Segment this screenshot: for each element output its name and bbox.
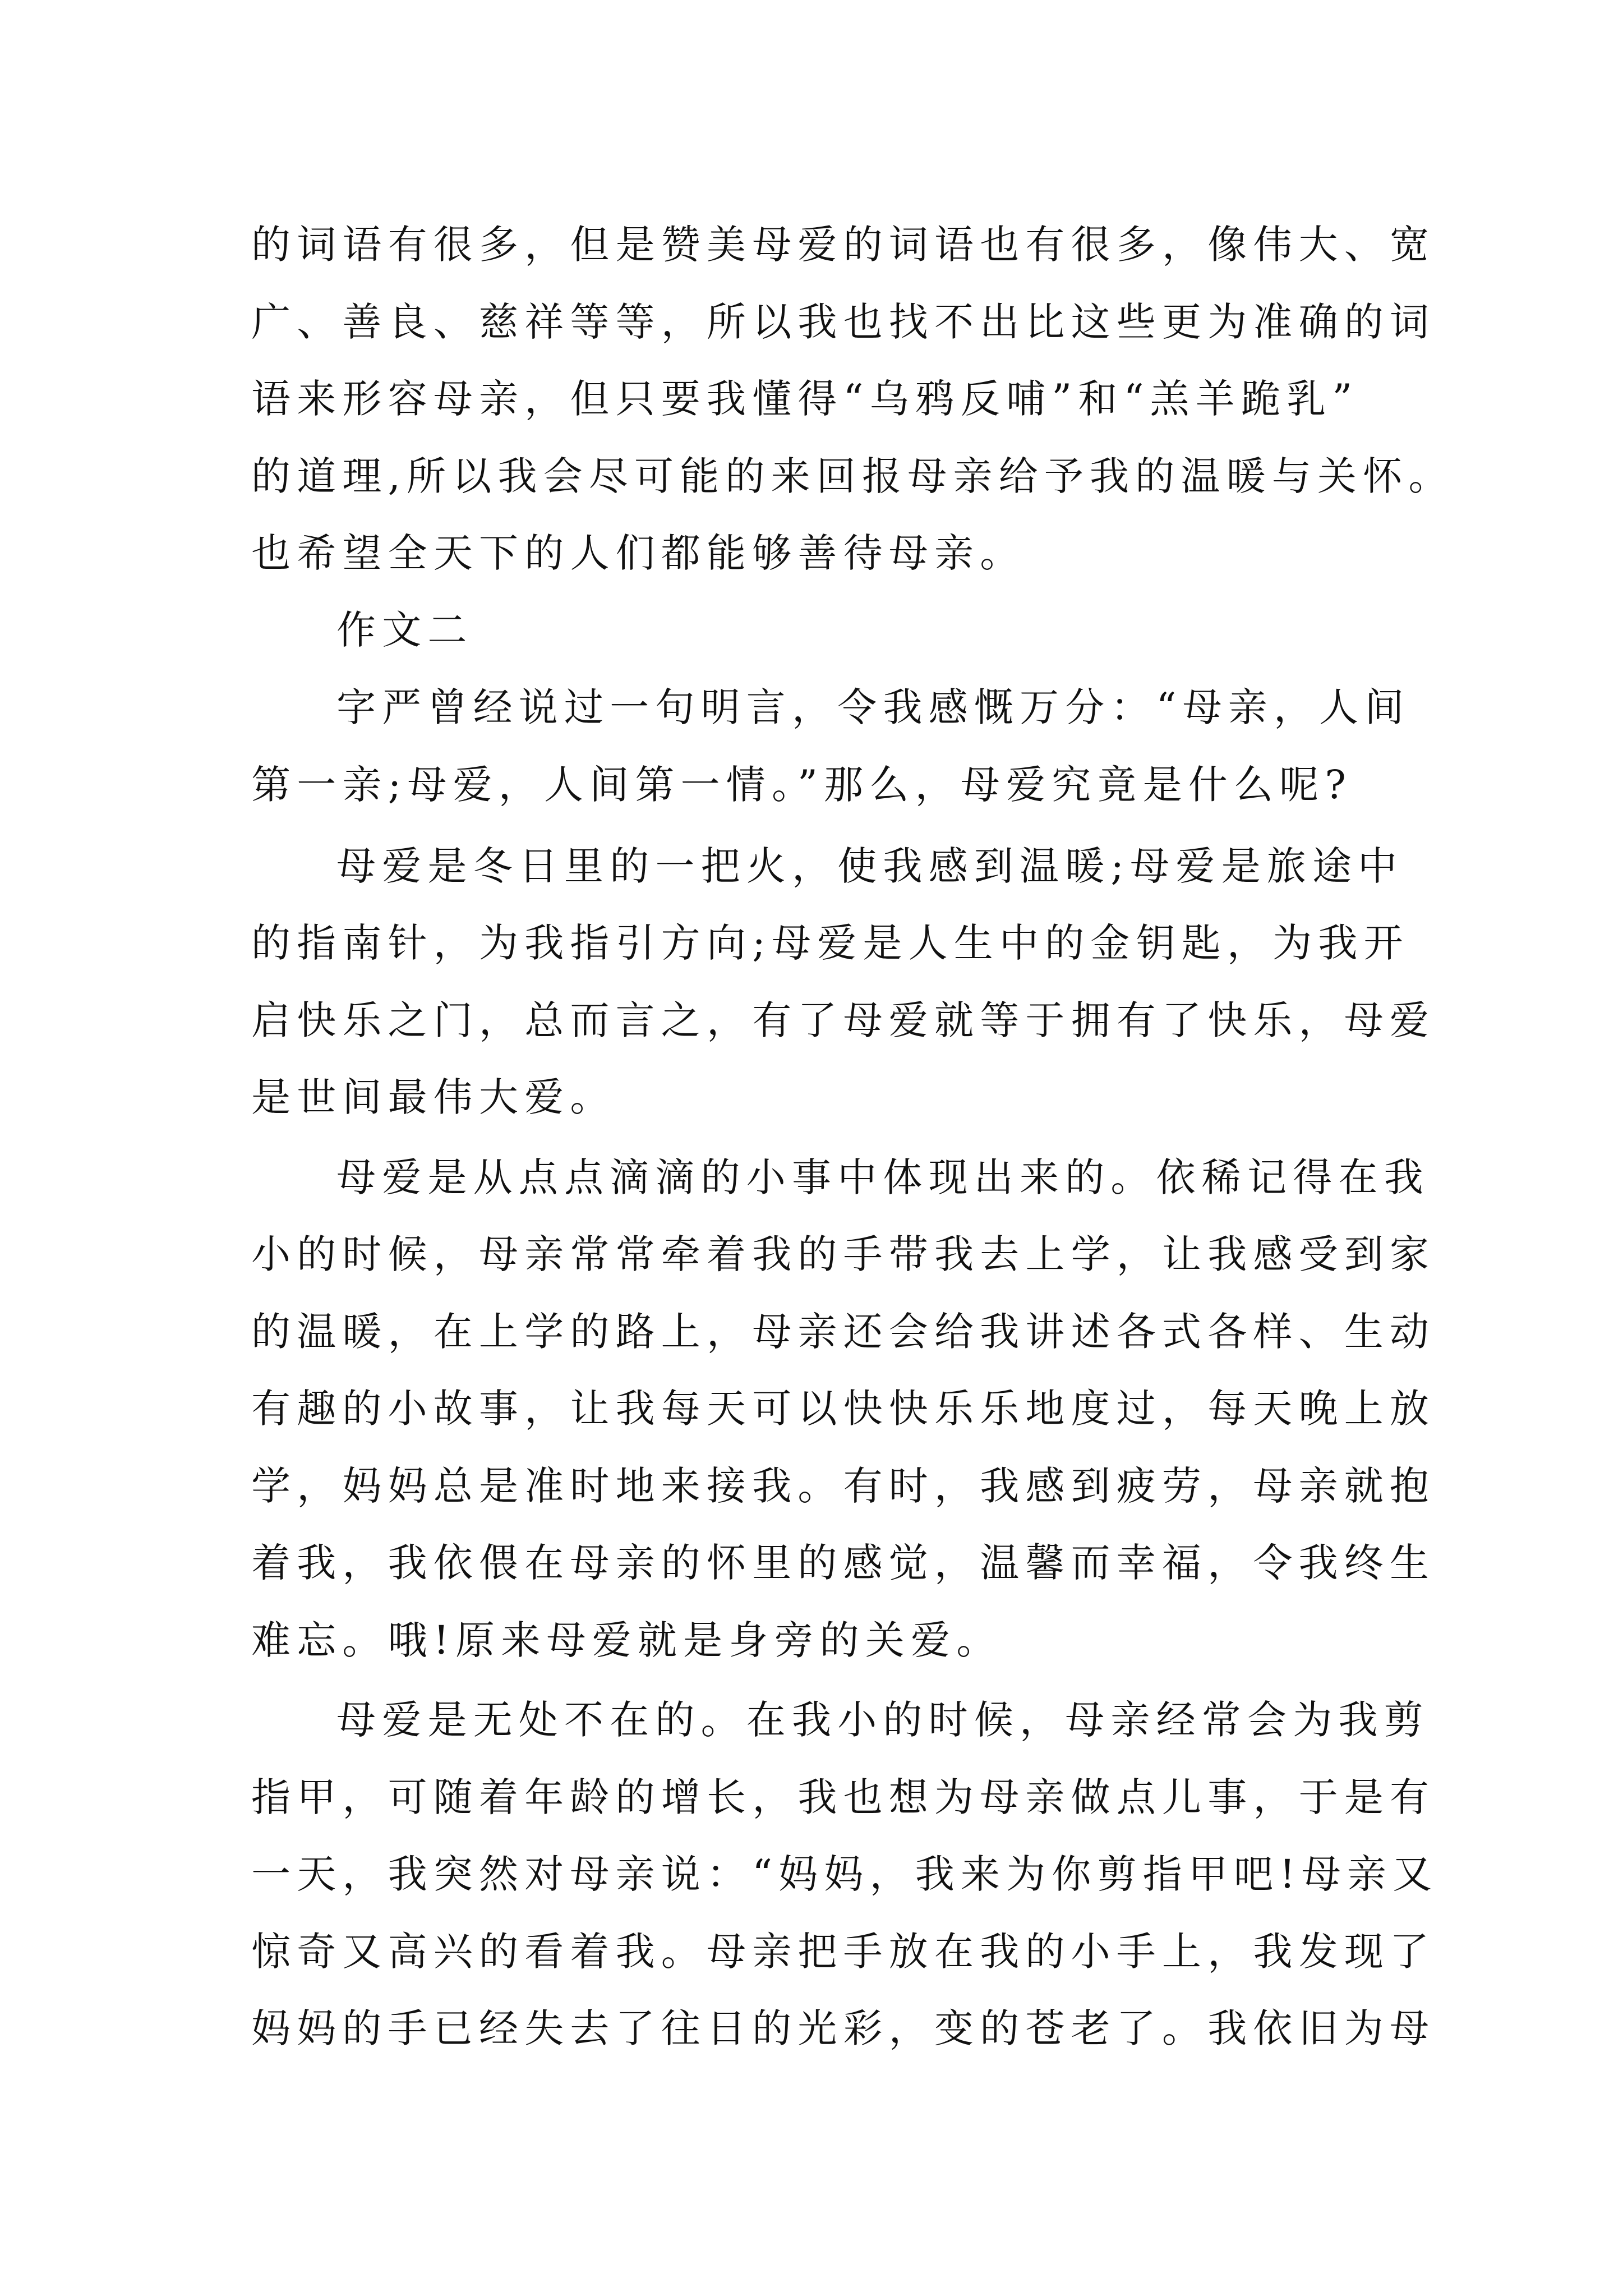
paragraph-start-line: 母爱是无处不在的。在我小的时候，母亲经常会为我剪 (336, 1697, 1430, 1743)
text-line: 惊奇又高兴的看着我。母亲把手放在我的小手上，我发现了 (251, 1929, 1436, 1975)
text-line: 的指南针，为我指引方向;母爱是人生中的金钥匙，为我开 (251, 920, 1409, 966)
text-line: 的词语有很多，但是赞美母爱的词语也有很多，像伟大、宽 (251, 222, 1436, 268)
text-line: 一天，我突然对母亲说：“妈妈，我来为你剪指甲吧!母亲又 (251, 1851, 1438, 1897)
text-line: 的道理,所以我会尽可能的来回报母亲给予我的温暖与关怀。 (251, 453, 1454, 499)
text-line: 小的时候，母亲常常牵着我的手带我去上学，让我感受到家 (251, 1231, 1436, 1277)
text-line: 着我，我依偎在母亲的怀里的感觉，温馨而幸福，令我终生 (251, 1540, 1436, 1586)
text-line: 学，妈妈总是准时地来接我。有时，我感到疲劳，母亲就抱 (251, 1463, 1436, 1509)
text-line: 是世间最伟大爱。 (251, 1074, 616, 1120)
text-line: 也希望全天下的人们都能够善待母亲。 (251, 530, 1026, 576)
paragraph-start-line: 母爱是从点点滴滴的小事中体现出来的。依稀记得在我 (336, 1154, 1430, 1200)
paragraph-start-line: 母爱是冬日里的一把火，使我感到温暖;母爱是旅途中 (336, 843, 1404, 889)
text-line: 语来形容母亲，但只要我懂得“乌鸦反哺”和“羔羊跪乳” (251, 376, 1359, 422)
text-line: 第一亲;母爱，人间第一情。”那么，母爱究竟是什么呢? (251, 762, 1353, 808)
text-line: 妈妈的手已经失去了往日的光彩，变的苍老了。我依旧为母 (251, 2005, 1436, 2051)
text-line: 有趣的小故事，让我每天可以快快乐乐地度过，每天晚上放 (251, 1386, 1436, 1432)
paragraph-start-line: 字严曾经说过一句明言，令我感慨万分：“母亲，人间 (336, 684, 1410, 730)
text-line: 指甲，可随着年龄的增长，我也想为母亲做点儿事，于是有 (251, 1774, 1436, 1820)
text-line: 难忘。哦!原来母爱就是身旁的关爱。 (251, 1617, 1002, 1663)
section-heading: 作文二 (336, 607, 473, 653)
text-line: 广、善良、慈祥等等，所以我也找不出比这些更为准确的词 (251, 299, 1436, 345)
text-line: 启快乐之门，总而言之，有了母爱就等于拥有了快乐，母爱 (251, 997, 1436, 1043)
text-line: 的温暖，在上学的路上，母亲还会给我讲述各式各样、生动 (251, 1309, 1436, 1355)
